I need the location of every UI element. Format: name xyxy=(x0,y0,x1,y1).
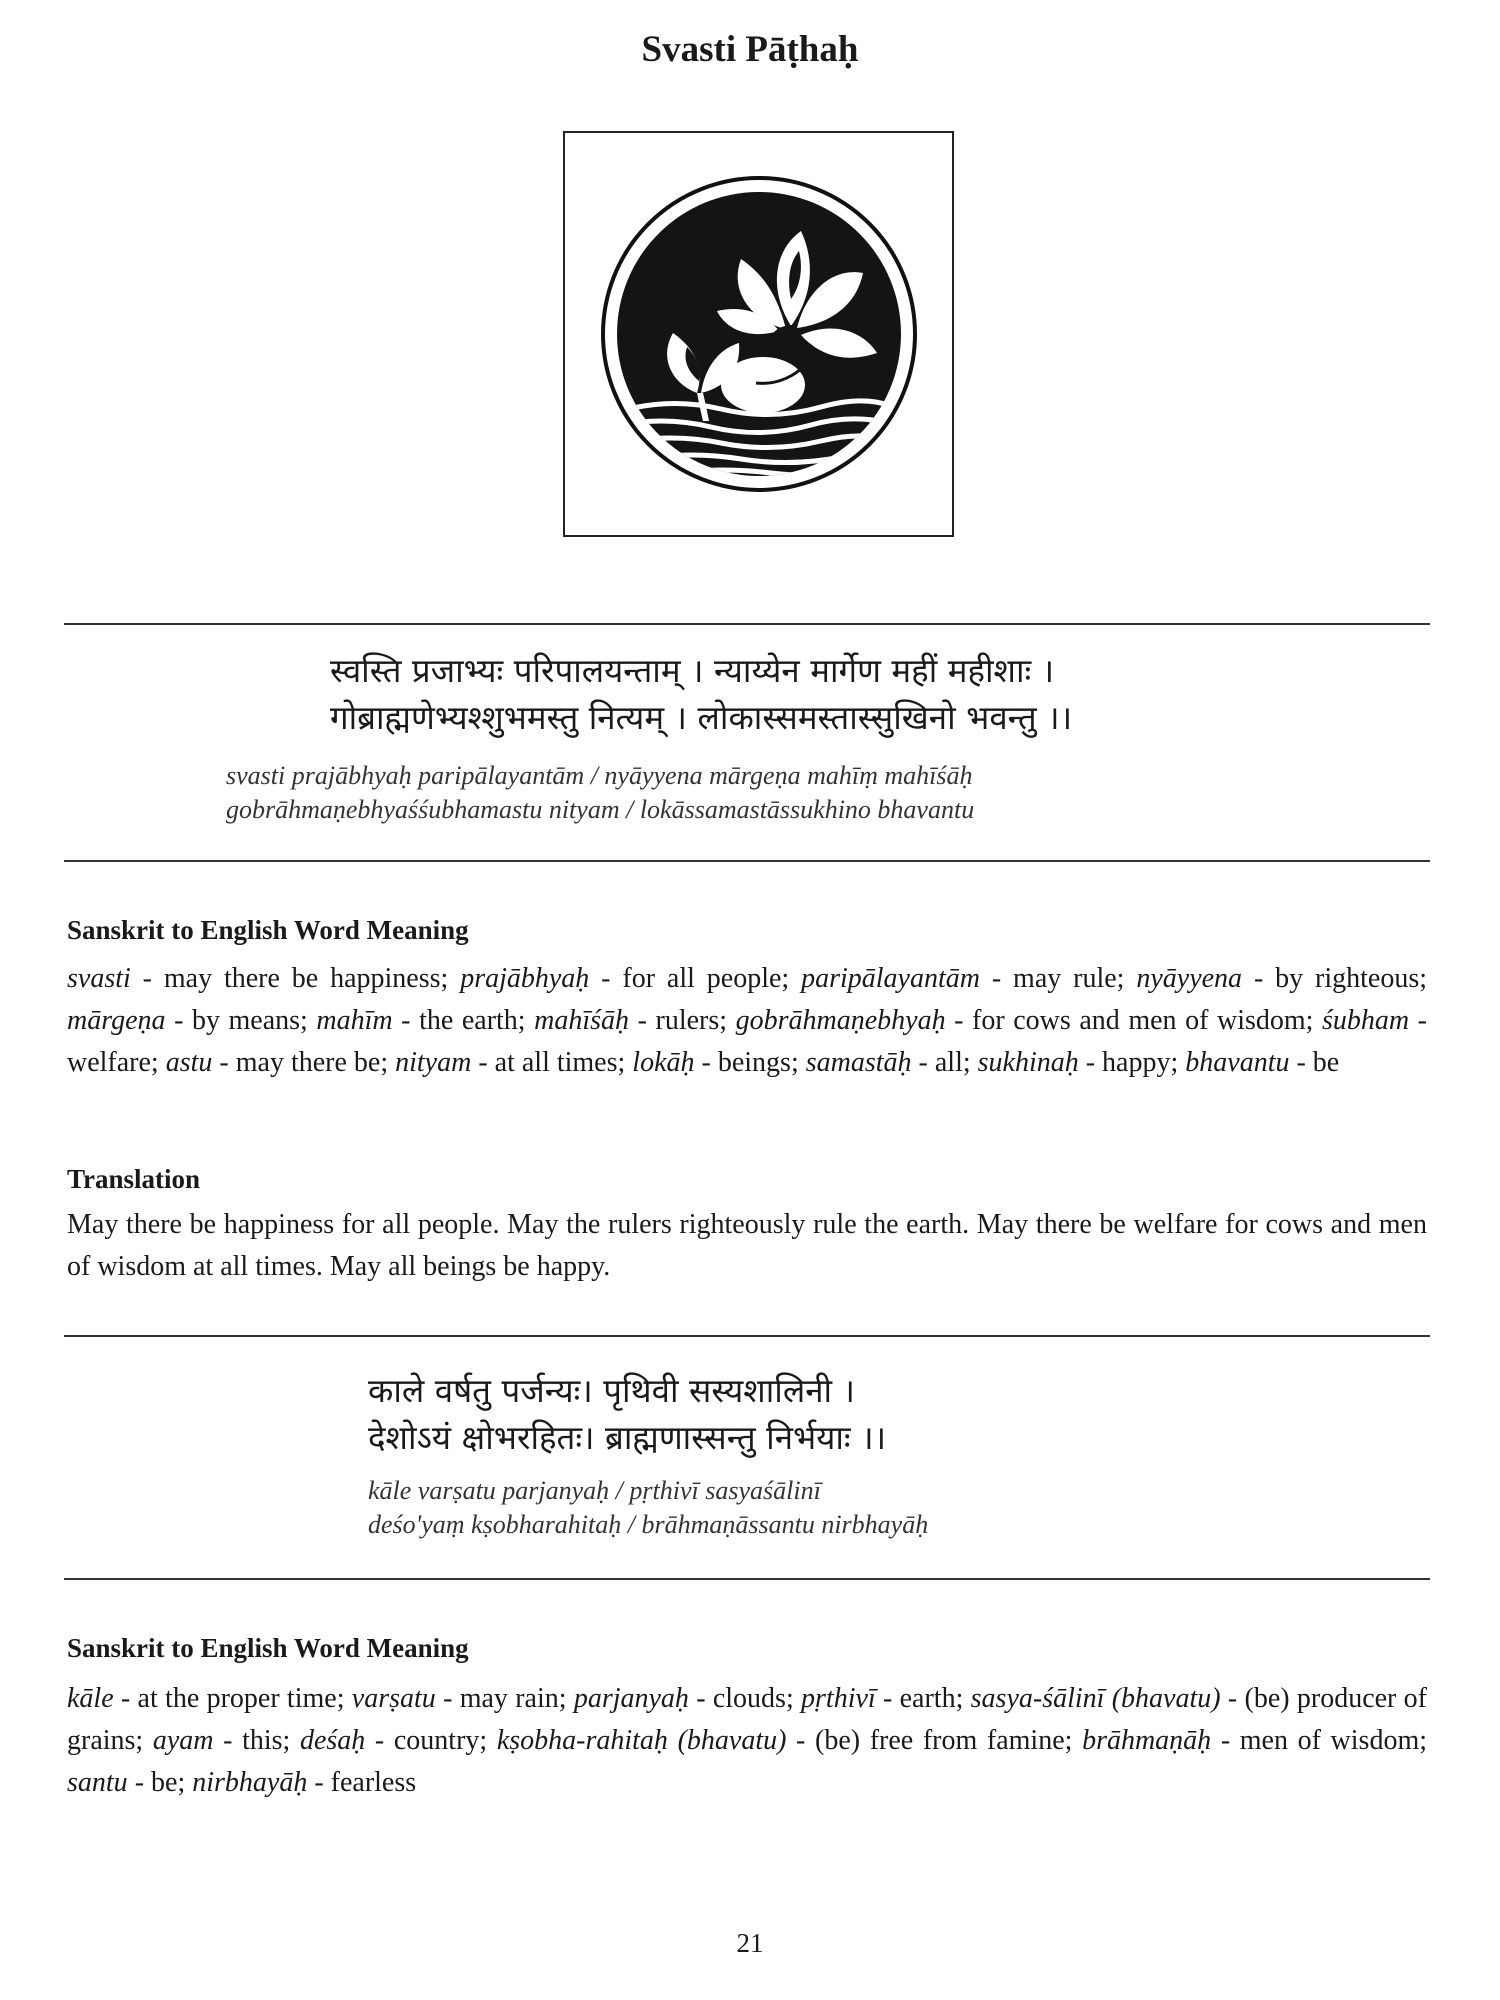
term-meaning: - may there be; xyxy=(212,1047,396,1078)
sanskrit-term: (bhavatu) xyxy=(677,1725,787,1756)
word-meaning-heading-2: Sanskrit to English Word Meaning xyxy=(67,1633,469,1663)
sanskrit-term: śubham xyxy=(1322,1005,1410,1036)
sanskrit-term: mahīśāḥ xyxy=(534,1005,630,1036)
word-meaning-heading: Sanskrit to English Word Meaning xyxy=(67,915,469,945)
verse-1-transliteration-line-1: svasti prajābhyaḥ paripālayantām / nyāyyena mārgeṇa mahīṃ mahīśāḥ xyxy=(226,761,973,790)
sanskrit-term: varṣatu xyxy=(351,1683,436,1714)
term-meaning: - may rule; xyxy=(979,963,1137,994)
sanskrit-term: brāhmaṇāḥ xyxy=(1082,1725,1212,1756)
term-meaning: - the earth; xyxy=(392,1005,535,1036)
sanskrit-term: santu xyxy=(67,1767,128,1798)
term-meaning: - all; xyxy=(911,1047,978,1078)
sanskrit-term: kāle xyxy=(67,1683,114,1714)
sanskrit-term: astu xyxy=(165,1047,213,1078)
sanskrit-term: lokāḥ xyxy=(632,1047,695,1078)
verse-1-transliteration-line-2: gobrāhmaṇebhyaśśubhamastu nityam / lokāssamastāssukhino bhavantu xyxy=(226,795,975,824)
verse-2 xyxy=(368,1367,886,1461)
sanskrit-term: sasya-śālinī xyxy=(970,1683,1105,1714)
term-meaning: - (be) producer of grains; xyxy=(67,1683,1428,1756)
sanskrit-term: mārgeṇa xyxy=(67,1005,166,1036)
sanskrit-term: sukhinaḥ xyxy=(977,1047,1079,1078)
term-meaning: - at all times; xyxy=(471,1047,633,1078)
sanskrit-term: parjanyaḥ xyxy=(573,1683,689,1714)
verse-2-transliteration-line-1: kāle varṣatu parjanyaḥ / pṛthivī sasyaśālinī xyxy=(368,1476,821,1505)
sanskrit-term: kṣobha-rahitaḥ xyxy=(496,1725,668,1756)
verse-2-transliteration xyxy=(368,1474,928,1542)
sanskrit-term: paripālayantām xyxy=(801,963,980,994)
term-meaning: - may rain; xyxy=(435,1683,574,1714)
verse-1-devanagari-line-2: गोब्राह्मणेभ्यश्शुभमस्तु नित्यम् । लोकास्समस्तास्सुखिनो भवन्तु ।। xyxy=(330,698,1073,737)
verse-2-devanagari-line-1: काले वर्षतु पर्जन्यः। पृथिवी सस्यशालिनी । xyxy=(368,1371,856,1410)
term-meaning: - be; xyxy=(127,1767,193,1798)
term-meaning: - by means; xyxy=(165,1005,317,1036)
divider-rule xyxy=(64,623,1430,625)
term-meaning: - this; xyxy=(213,1725,300,1756)
term-meaning: - at the proper time; xyxy=(113,1683,352,1714)
sanskrit-term: nirbhayāḥ xyxy=(192,1767,308,1798)
term-meaning: - (be) free from famine; xyxy=(786,1725,1083,1756)
sanskrit-term: nityam xyxy=(395,1047,472,1078)
term-meaning xyxy=(668,1725,678,1756)
term-meaning: - may there be happiness; xyxy=(130,963,461,994)
page-title: Svasti Pāṭhaḥ xyxy=(641,29,859,70)
sanskrit-term: gobrāhmaṇebhyaḥ xyxy=(735,1005,946,1036)
term-meaning: - be xyxy=(1289,1047,1340,1078)
term-meaning: - men of wisdom; xyxy=(1211,1725,1428,1756)
term-meaning: - happy; xyxy=(1078,1047,1186,1078)
divider-rule xyxy=(64,1335,1430,1337)
term-meaning: - beings; xyxy=(694,1047,806,1078)
term-meaning: - earth; xyxy=(875,1683,971,1714)
term-meaning: - clouds; xyxy=(688,1683,802,1714)
verse-1 xyxy=(330,647,1072,741)
lotus-emblem-icon xyxy=(601,171,917,497)
verse-1-devanagari-line-1: स्वस्ति प्रजाभ्यः परिपालयन्ताम् । न्याय्येन मार्गेण महीं महीशाः । xyxy=(330,651,1055,690)
sanskrit-term: pṛthivī xyxy=(801,1683,876,1714)
sanskrit-term: prajābhyaḥ xyxy=(460,963,590,994)
translation-paragraph: May there be happiness for all people. May the rulers righteously rule the earth. May there be welfare for cows and men of wisdom at all times. May all beings be happy. xyxy=(67,1209,1427,1282)
term-meaning: - for cows and men of wisdom; xyxy=(945,1005,1322,1036)
sanskrit-term: bhavantu xyxy=(1185,1047,1290,1078)
term-meaning: - by righteous; xyxy=(1242,963,1428,994)
sanskrit-term: ayam xyxy=(152,1725,214,1756)
sanskrit-term: deśaḥ xyxy=(299,1725,366,1756)
verse-2-transliteration-line-2: deśo'yaṃ kṣobharahitaḥ / brāhmaṇāssantu nirbhayāḥ xyxy=(368,1510,929,1539)
term-meaning: - for all people; xyxy=(589,963,802,994)
verse-2-devanagari-line-2: देशोऽयं क्षोभरहितः। ब्राह्मणास्सन्तु निर्भयाः ।। xyxy=(368,1418,887,1457)
sanskrit-term: samastāḥ xyxy=(805,1047,912,1078)
term-meaning: - fearless xyxy=(307,1767,417,1798)
sanskrit-term: svasti xyxy=(67,963,131,994)
lotus-emblem-frame xyxy=(563,131,954,537)
sanskrit-term: nyāyyena xyxy=(1136,963,1243,994)
term-meaning: - country; xyxy=(365,1725,497,1756)
word-meaning-paragraph-2 xyxy=(67,1678,1427,1804)
divider-rule xyxy=(64,860,1430,862)
divider-rule xyxy=(64,1578,1430,1580)
sanskrit-term: mahīm xyxy=(316,1005,393,1036)
term-meaning: - welfare; xyxy=(67,1005,1428,1078)
verse-1-transliteration xyxy=(226,759,974,827)
term-meaning: - rulers; xyxy=(629,1005,736,1036)
translation-heading: Translation xyxy=(67,1164,201,1194)
term-meaning xyxy=(1104,1683,1111,1714)
sanskrit-term: (bhavatu) xyxy=(1111,1683,1221,1714)
page-number: 21 xyxy=(736,1928,764,1958)
word-meaning-paragraph xyxy=(67,958,1427,1084)
